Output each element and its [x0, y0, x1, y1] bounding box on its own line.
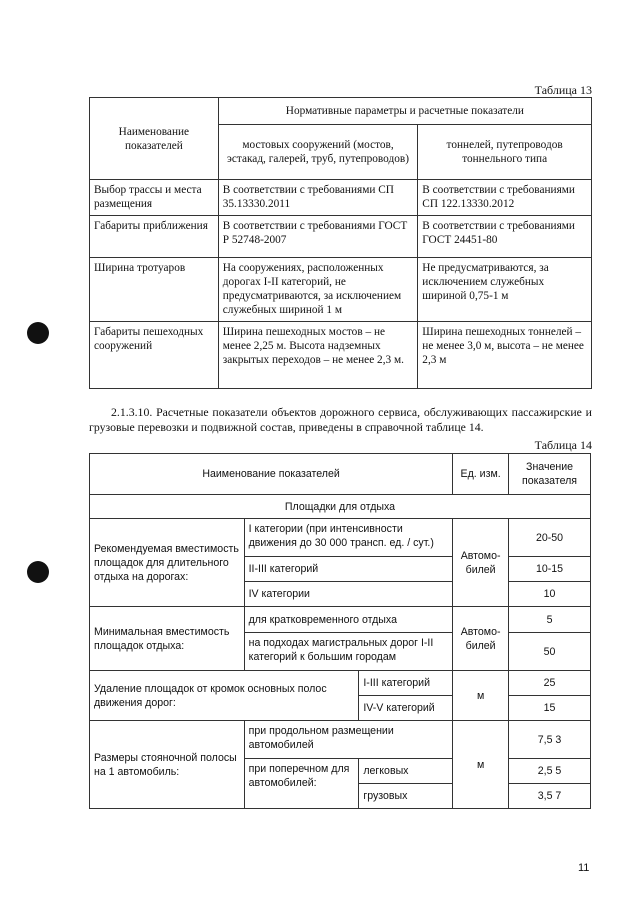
t14-g3-value: 25 [509, 671, 591, 696]
t13-row-name: Габариты пешеходных сооружений [90, 322, 219, 389]
t14-g3-label: Удаление площадок от кромок основных полос движения дорог: [90, 671, 359, 721]
t14-g1-sub: I категории (при интенсивности движения до 30 000 трансп. ед. / сут.) [244, 519, 453, 557]
table13 [89, 97, 592, 389]
t14-g4-value: 7,5 3 [509, 721, 591, 759]
t13-header-group: Нормативные параметры и расчетные показатели [218, 98, 591, 125]
t14-g4-unit: м [453, 721, 509, 809]
page-number: 11 [578, 862, 590, 874]
t14-section-title: Площадки для отдыха [90, 495, 591, 519]
t13-row-col1: В соответствии с требованиями СП 35.13330.2011 [218, 180, 418, 216]
t14-g1-value: 10 [509, 582, 591, 607]
t14-g1-value: 20-50 [509, 519, 591, 557]
t14-g4-sub: при продольном размещении автомобилей [244, 721, 453, 759]
t14-g1-sub: II-III категорий [244, 557, 453, 582]
t14-header-value: Значение показателя [509, 454, 591, 495]
t14-g4-sub: легковых [359, 759, 453, 784]
t14-g4-sub2: при поперечном для автомобилей: [244, 759, 359, 809]
t14-g1-sub: IV категории [244, 582, 453, 607]
paragraph-2-1-3-10: 2.1.3.10. Расчетные показатели объектов дорожного сервиса, обслуживающих пассажирские и грузовые перевозки и подвижной состав, приведены в справочной таблице 14. [89, 405, 592, 434]
t14-g4-value: 3,5 7 [509, 784, 591, 809]
t13-row-col1: В соответствии с требованиями ГОСТ Р 52748-2007 [218, 216, 418, 258]
t14-g2-value: 5 [509, 607, 591, 633]
t14-g2-value: 50 [509, 633, 591, 671]
t14-g4-label: Размеры стояночной полосы на 1 автомобиль: [90, 721, 245, 809]
t14-g3-unit: м [453, 671, 509, 721]
t13-header-name: Наименование показателей [90, 98, 219, 180]
t14-g3-value: 15 [509, 696, 591, 721]
t13-row-name: Выбор трассы и места размещения [90, 180, 219, 216]
t14-header-unit: Ед. изм. [453, 454, 509, 495]
t14-g2-label: Минимальная вместимость площадок отдыха: [90, 607, 245, 671]
t14-g2-sub: для кратковременного отдыха [244, 607, 453, 633]
t14-g1-value: 10-15 [509, 557, 591, 582]
t14-g2-sub: на подходах магистральных дорог I-II категорий к большим городам [244, 633, 453, 671]
t14-header-name: Наименование показателей [90, 454, 453, 495]
t14-g4-value: 2,5 5 [509, 759, 591, 784]
t13-row-col2: Не предусматриваются, за исключением служебных шириной 0,75-1 м [418, 258, 592, 322]
t14-g3-sub: I-III категорий [359, 671, 453, 696]
table14-caption: Таблица 14 [534, 438, 592, 452]
table13-caption: Таблица 13 [534, 83, 592, 97]
t13-row-col1: На сооружениях, расположенных дорогах I-II категорий, не предусматриваются, за исключением служебных шириной 1 м [218, 258, 418, 322]
t14-g2-unit: Автомо-билей [453, 607, 509, 671]
t13-row-name: Ширина тротуаров [90, 258, 219, 322]
t13-row-col2: В соответствии с требованиями ГОСТ 24451-80 [418, 216, 592, 258]
t14-g3-sub: IV-V категорий [359, 696, 453, 721]
t14-g4-sub: грузовых [359, 784, 453, 809]
t13-header-col2: тоннелей, путепроводов тоннельного типа [418, 125, 592, 180]
punch-hole-bottom [27, 561, 49, 583]
t13-row-name: Габариты приближения [90, 216, 219, 258]
t14-g1-label: Рекомендуемая вместимость площадок для длительного отдыха на дорогах: [90, 519, 245, 607]
table14 [89, 453, 591, 809]
t13-row-col2: Ширина пешеходных тоннелей – не менее 3,0 м, высота – не менее 2,3 м [418, 322, 592, 389]
t13-row-col2: В соответствии с требованиями СП 122.13330.2012 [418, 180, 592, 216]
t14-g1-unit: Автомо-билей [453, 519, 509, 607]
t13-header-col1: мостовых сооружений (мостов, эстакад, галерей, труб, путепроводов) [218, 125, 418, 180]
punch-hole-top [27, 322, 49, 344]
t13-row-col1: Ширина пешеходных мостов – не менее 2,25 м. Высота надземных закрытых переходов – не менее 2,3 м. [218, 322, 418, 389]
